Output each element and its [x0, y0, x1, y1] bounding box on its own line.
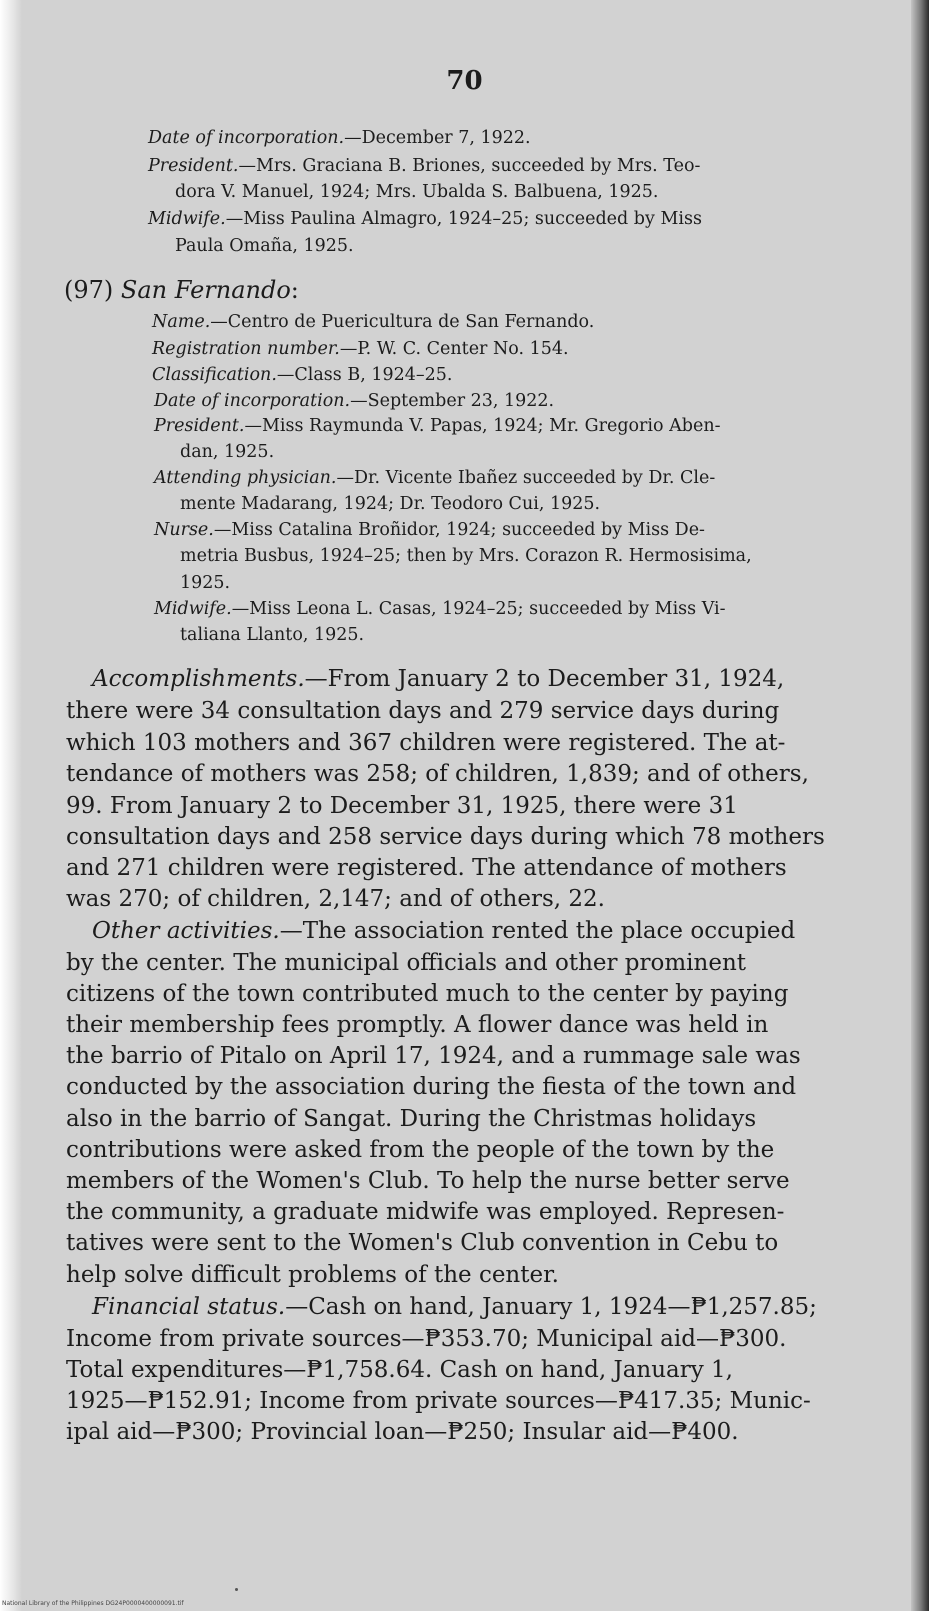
page-number: 70: [446, 66, 483, 96]
text-line: Nurse.—Miss Catalina Broñidor, 1924; succeeded by Miss De-: [154, 520, 705, 540]
text-line: Attending physician.—Dr. Vicente Ibañez succeeded by Dr. Cle-: [154, 468, 716, 488]
text-line: also in the barrio of Sangat. During the Christmas holidays: [66, 1106, 757, 1132]
text-line: and 271 children were registered. The attendance of mothers: [66, 855, 787, 881]
text-line: Other activities.—The association rented the place occupied: [92, 918, 796, 944]
text-line: 99. From January 2 to December 31, 1925, there were 31: [66, 793, 738, 819]
text-line: tendance of mothers was 258; of children, 1,839; and of others,: [66, 761, 809, 787]
scan-footer-caption: National Library of the Philippines DG24P0000400000091.tif: [2, 1600, 184, 1607]
text-line: ipal aid—₱300; Provincial loan—₱250; Insular aid—₱400.: [66, 1419, 739, 1445]
page-binding-shadow: [911, 0, 929, 1611]
text-line: contributions were asked from the people of the town by the: [66, 1137, 775, 1163]
section-heading: (97) San Fernando:: [64, 276, 299, 304]
text-line: dora V. Manuel, 1924; Mrs. Ubalda S. Balbuena, 1925.: [175, 182, 659, 202]
text-line: Total expenditures—₱1,758.64. Cash on hand, January 1,: [66, 1357, 733, 1383]
text-line: conducted by the association during the fiesta of the town and: [66, 1074, 797, 1100]
text-line: the community, a graduate midwife was employed. Represen-: [66, 1199, 785, 1225]
text-line: Income from private sources—₱353.70; Municipal aid—₱300.: [66, 1326, 787, 1352]
text-line: dan, 1925.: [180, 442, 275, 462]
text-line: citizens of the town contributed much to the center by paying: [66, 981, 789, 1007]
text-line: Financial status.—Cash on hand, January 1, 1924—₱1,257.85;: [92, 1294, 817, 1320]
text-line: taliana Llanto, 1925.: [180, 625, 365, 645]
text-line: mente Madarang, 1924; Dr. Teodoro Cui, 1925.: [180, 494, 601, 514]
text-line: Date of incorporation.—December 7, 1922.: [148, 128, 531, 148]
text-line: Midwife.—Miss Paulina Almagro, 1924–25; succeeded by Miss: [148, 209, 702, 229]
text-line: help solve difficult problems of the center.: [66, 1262, 559, 1288]
text-line: members of the Women's Club. To help the nurse better serve: [66, 1168, 790, 1194]
text-line: Accomplishments.—From January 2 to December 31, 1924,: [92, 666, 785, 692]
text-line: there were 34 consultation days and 279 service days during: [66, 698, 780, 724]
text-line: President.—Miss Raymunda V. Papas, 1924; Mr. Gregorio Aben-: [154, 416, 721, 436]
page-left-margin: [0, 0, 22, 1611]
text-line: was 270; of children, 2,147; and of others, 22.: [66, 886, 605, 912]
text-line: 1925—₱152.91; Income from private sources—₱417.35; Munic-: [66, 1388, 811, 1414]
text-line: which 103 mothers and 367 children were registered. The at-: [66, 730, 786, 756]
text-line: Midwife.—Miss Leona L. Casas, 1924–25; succeeded by Miss Vi-: [154, 599, 726, 619]
text-line: Name.—Centro de Puericultura de San Fernando.: [152, 312, 595, 332]
text-line: the barrio of Pitalo on April 17, 1924, and a rummage sale was: [66, 1043, 801, 1069]
text-line: Paula Omaña, 1925.: [175, 236, 354, 256]
text-line: Registration number.—P. W. C. Center No. 154.: [152, 339, 569, 359]
text-line: metria Busbus, 1924–25; then by Mrs. Corazon R. Hermosisima,: [180, 546, 752, 566]
text-line: their membership fees promptly. A flower dance was held in: [66, 1012, 769, 1038]
text-line: Classification.—Class B, 1924–25.: [152, 365, 453, 385]
text-line: President.—Mrs. Graciana B. Briones, succeeded by Mrs. Teo-: [148, 156, 701, 176]
text-line: consultation days and 258 service days during which 78 mothers: [66, 824, 825, 850]
text-line: tatives were sent to the Women's Club convention in Cebu to: [66, 1230, 779, 1256]
text-line: by the center. The municipal officials and other prominent: [66, 950, 747, 976]
scan-speck: [235, 1588, 238, 1591]
text-line: 1925.: [180, 573, 231, 593]
text-line: Date of incorporation.—September 23, 1922.: [154, 391, 555, 411]
